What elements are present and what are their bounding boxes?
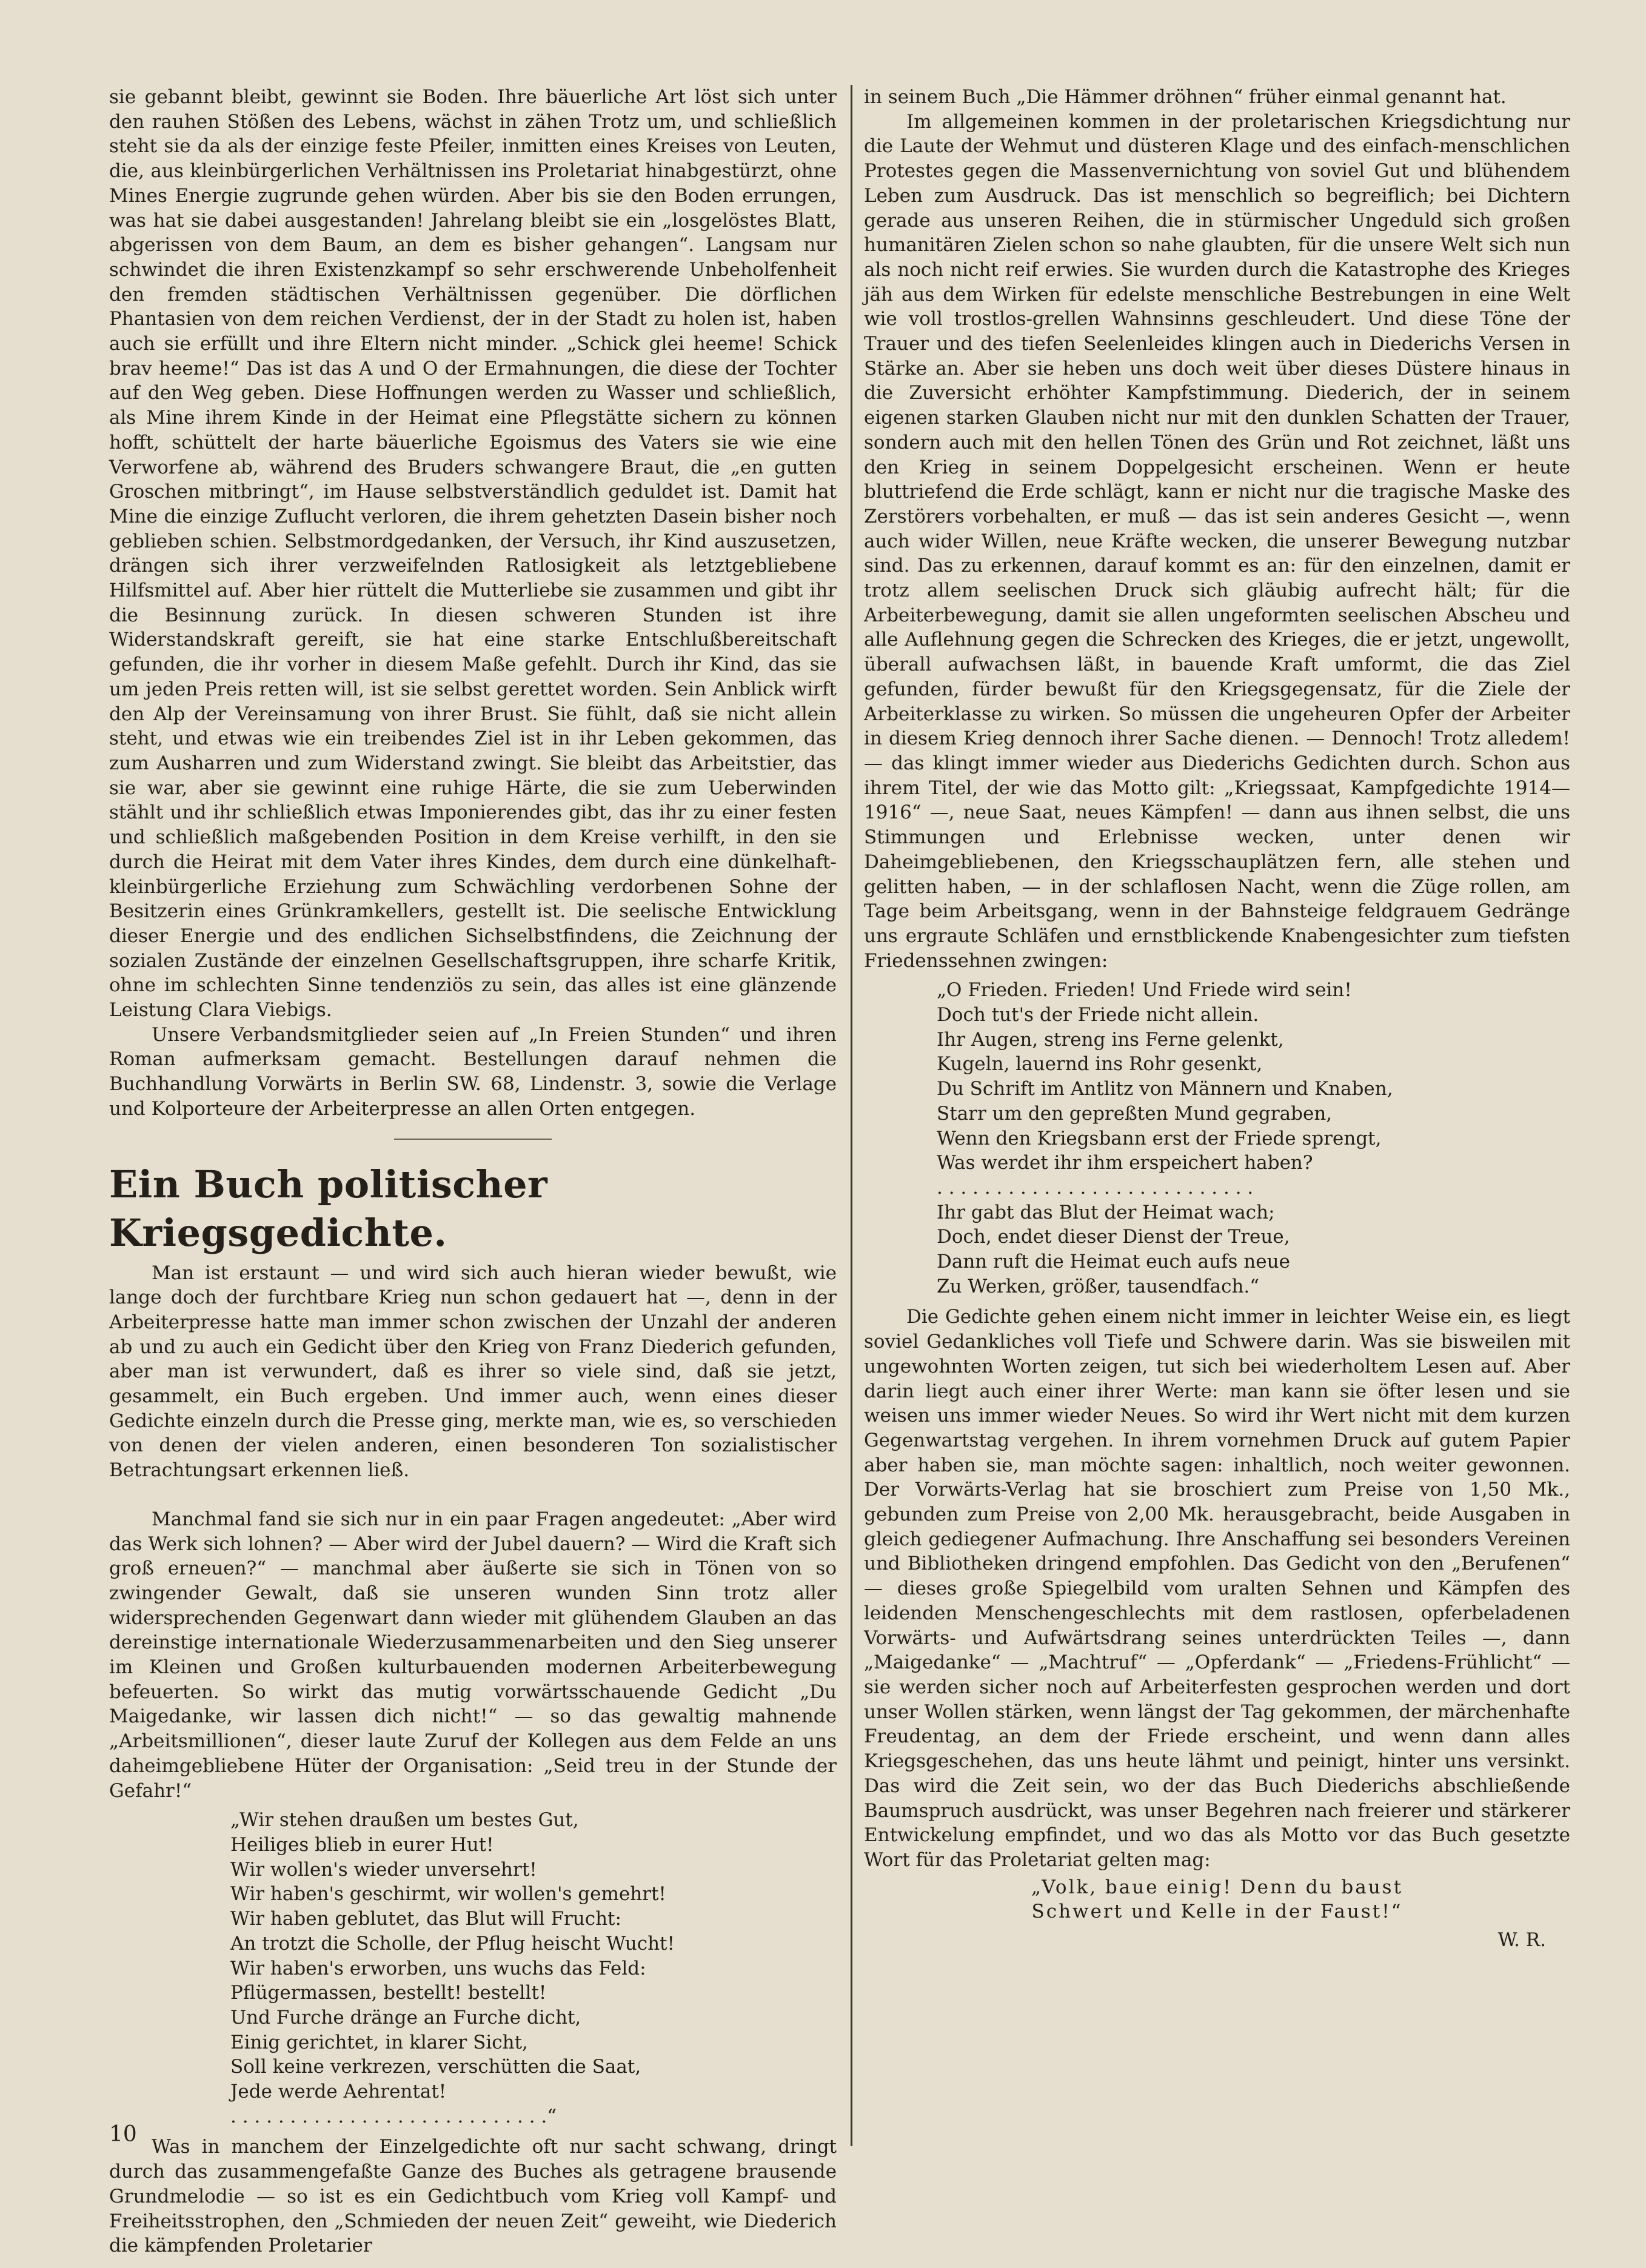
verse-line: Wenn den Kriegsbann erst der Friede sprengt, — [937, 1127, 1382, 1149]
verse-line: Heiliges blieb in eurer Hut! — [230, 1834, 494, 1856]
motto-line: „Volk, baue einig! Denn du baust — [1031, 1876, 1403, 1898]
paragraph-intro: Man ist erstaunt — und wird sich auch hieran wieder bewußt, wie lange doch der furchtbare Krieg nun schon gedauert hat —, denn in der Arbeiterpresse hatte man immer schon zwischen der Unzahl der anderen ab und zu auch ein Gedicht über den Krieg von Franz Diederich gefunden, aber man ist verwundert, daß es ihrer so viele sind, daß sie jetzt, gesammelt, ein Buch ergeben. Und immer auch, wenn eines dieser Gedichte einzeln durch die Presse ging, merkte man, wie es, so verschieden von denen der vielen anderen, einen besonderen Ton sozialistischer Betrachtungsart erkennen ließ. — [109, 1262, 837, 1482]
poem-arbeitsmillionen — [109, 1808, 837, 2129]
right-column — [864, 85, 1570, 1953]
verse-line: Einig gerichtet, in klarer Sicht, — [230, 2031, 528, 2053]
paragraph-questions: Manchmal fand sie sich nur in ein paar Fragen angedeutet: „Aber wird das Werk sich lohnen? — Aber wird der Jubel dauern? — Wird die Kraft sich groß erneuen?“ — manchmal aber äußerte sie sich in Tönen von so zwingender Gewalt, daß sie unseren wunden Sinn trotz aller widersprechenden Gegenwart dann wieder mit glühendem Glauben an das dereinstige internationale Wiederzusammenarbeiten und den Sieg unserer im Kleinen und Großen kulturbauenden modernen Arbeiterbewegung befeuerten. So wirkt das mutig vorwärtsschauende Gedicht „Du Maigedanke, wir lassen dich nicht!“ — so das gewaltig mahnende „Arbeitsmillionen“, dieser laute Zuruf der Kollegen aus dem Felde an uns daheimgebliebene Hüter der Organisation: „Seid treu in der Stunde der Gefahr!“ — [109, 1508, 837, 1802]
verse-line: Jede werde Aehrentat! — [230, 2081, 447, 2103]
author-signature: W. R. — [1497, 1929, 1546, 1952]
verse-line: Soll keine verkrezen, verschütten die Saat, — [230, 2056, 641, 2078]
verse-line: Doch tut's der Friede nicht allein. — [937, 1004, 1259, 1026]
left-column — [109, 85, 837, 2258]
verse-line: Ihr Augen, streng ins Ferne gelenkt, — [937, 1028, 1284, 1051]
verse-line: Wir haben's geschirmt, wir wollen's gemehrt! — [230, 1883, 666, 1905]
verse-line: Du Schrift im Antlitz von Männern und Knaben, — [937, 1078, 1393, 1100]
paragraph-gedichte-wert: Die Gedichte gehen einem nicht immer in leichter Weise ein, es liegt soviel Gedankliches voll Tiefe und Schwere darin. Was sie bisweilen mit ungewohnten Worten zeigen, tut sich bei wiederholtem Lesen auf. Aber darin liegt auch einer ihrer Werte: man kann sie öfter lesen und sie weisen uns immer wieder Neues. So wird ihr Wert nicht mit dem kurzen Gegenwartstag vergehen. In ihrem vornehmen Druck auf gutem Papier aber haben sie, man möchte sagen: inhaltlich, noch weiter gewonnen. Der Vorwärts-Verlag hat sie broschiert zum Preise von 1,50 Mk., gebunden zum Preise von 2,00 Mk. herausgebracht, beide Ausgaben in gleich gediegener Aufmachung. Ihre Anschaffung sei besonders Vereinen und Bibliotheken dringend empfohlen. Das Gedicht von den „Berufenen“ — dieses große Spiegelbild vom uralten Sehnen und Kämpfen des leidenden Menschengeschlechts mit dem rastlosen, opferbeladenen Vorwärts- und Aufwärtsdrang seines unterdrückten Teiles —, dann „Maigedanke“ — „Machtruf“ — „Opferdank“ — „Friedens-Frühlicht“ — sie werden sicher noch auf Arbeiterfesten gesprochen werden und dort unser Wollen stärken, wenn längst der Tag gekommen, der märchenhafte Freudentag, an dem der Friede erscheint, und wenn dann alles Kriegsgeschehen, das uns heute lähmt und peinigt, hinter uns versinkt. Das wird die Zeit sein, wo der das Buch Diederichs abschließende Baumspruch ausdrückt, was unser Begehren nach freierer und stärkerer Entwickelung empfindet, und wo das als Motto vor das Buch gesetzte Wort für das Proletariat gelten mag: — [864, 1306, 1570, 1871]
poem-frieden — [864, 978, 1570, 1299]
verse-line: An trotzt die Scholle, der Pflug heischt Wucht! — [230, 1932, 675, 1955]
section-separator — [394, 1139, 552, 1140]
verse-ellipsis: . . . . . . . . . . . . . . . . . . . . . . . . . . . — [937, 1176, 1254, 1199]
verse-line: „Wir stehen draußen um bestes Gut, — [230, 1809, 579, 1831]
verse-line: Dann ruft die Heimat euch aufs neue — [937, 1251, 1290, 1273]
verse-line: Und Furche dränge an Furche dicht, — [230, 2006, 581, 2029]
paragraph-gap — [109, 1483, 837, 1507]
paragraph-kriegsdichtung: Im allgemeinen kommen in der proletarischen Kriegsdichtung nur die Laute der Wehmut und düsteren Klage und des einfach-menschlichen Protestes gegen die Massenvernichtung von soviel Gut und blühendem Leben zum Ausdruck. Das ist menschlich so begreiflich; bei Dichtern gerade aus unseren Reihen, die in stürmischer Ungeduld sich großen humanitären Zielen schon so nahe glaubten, für die unsere Welt sich nun als noch nicht reif erwies. Sie wurden durch die Katastrophe des Krieges jäh aus dem Wirken für edelste menschliche Bestrebungen in eine Welt wie voll trostlos-grellen Wahnsinns geschleudert. Und diese Töne der Trauer und des tiefen Seelenleides klingen auch in Diederichs Versen in Stärke an. Aber sie heben uns doch weit über dieses Düstere hinaus in die Zuversicht erhöhter Kampfstimmung. Diederich, der in seinem eigenen starken Glauben nicht nur mit den dunklen Schatten der Trauer, sondern auch mit den hellen Tönen des Grün und Rot zeichnet, läßt uns den Krieg in seinem Doppelgesicht erscheinen. Wenn er heute bluttriefend die Erde schlägt, kann er nicht nur die tragische Maske des Zerstörers vorbehalten, er muß — das ist sein anderes Gesicht —, wenn auch wider Willen, neue Kräfte wecken, die unserer Bewegung nutzbar sind. Das zu erkennen, darauf kommt es an: für den einzelnen, damit er trotz allem seelischen Druck sich gläubig aufrecht hält; für die Arbeiterbewegung, damit sie allen ungeformten seelischen Abscheu und alle Auflehnung gegen die Schrecken des Krieges, die er jetzt, ungewollt, überall aufwachsen läßt, in bauende Kraft umformt, die das Ziel gefunden, fürder bewußt für den Kriegsgegensatz, für die Ziele der Arbeiterklasse zu wirken. So müssen die ungeheuren Opfer der Arbeiter in diesem Krieg dennoch ihrer Sache dienen. — Dennoch! Trotz alledem! — das klingt immer wieder aus Diederichs Gedichten durch. Schon aus ihrem Titel, der wie das Motto gilt: „Kriegssaat, Kampfgedichte 1914—1916“ —, neue Saat, neues Kämpfen! — dann aus ihnen selbst, die uns Stimmungen und Erlebnisse wecken, unter denen wir Daheimgebliebenen, den Kriegsschauplätzen fern, alle stehen und gelitten haben, — in der schlaflosen Nacht, wenn die Züge rollen, am Tage beim Arbeitsgang, wenn in der Bahnsteige feldgrauem Gedränge uns ergraute Schläfen und ernstblickende Knabengesichter zum tiefsten Friedenssehnen zwingen: — [864, 110, 1570, 972]
paragraph-review-end: sie gebannt bleibt, gewinnt sie Boden. Ihre bäuerliche Art löst sich unter den rauhen Stößen des Lebens, wächst in zähen Trotz um, und schließlich steht sie da als der einzige feste Pfeiler, inmitten eines Kreises von Leuten, die, aus kleinbürgerlichen Verhältnissen ins Proletariat hinabgestürzt, ohne Mines Energie zugrunde gehen würden. Aber bis sie den Boden errungen, was hat sie dabei ausgestanden! Jahrelang bleibt sie ein „losgelöstes Blatt, abgerissen von dem Baum, an dem es bisher gehangen“. Langsam nur schwindet die ihren Existenzkampf so sehr erschwerende Unbeholfenheit den fremden städtischen Verhältnissen gegenüber. Die dörflichen Phantasien von dem reichen Verdienst, der in der Stadt zu holen ist, haben auch sie erfüllt und ihre Eltern nicht minder. „Schick glei heeme! Schick brav heeme!“ Das ist das A und O der Ermahnungen, die diese der Tochter auf den Weg geben. Diese Hoffnungen werden zu Wasser und schließlich, als Mine ihrem Kinde in der Heimat eine Pflegstätte sichern zu können hofft, schüttelt der harte bäuerliche Egoismus des Vaters sie wie eine Verworfene ab, während des Bruders schwangere Braut, die „en gutten Groschen mitbringt“, im Hause selbstverständlich geduldet ist. Damit hat Mine die einzige Zuflucht verloren, die ihrem gehetzten Dasein bisher noch geblieben schien. Selbstmordgedanken, der Versuch, ihr Kind auszusetzen, drängen sich ihrer verzweifelnden Ratlosigkeit als letztgebliebene Hilfsmittel auf. Aber hier rüttelt die Mutterliebe sie zusammen und gibt ihr die Besinnung zurück. In diesen schweren Stunden ist ihre Widerstandskraft gereift, sie hat eine starke Entschlußbereitschaft gefunden, die ihr vorher in diesem Maße gefehlt. Durch ihr Kind, das sie um jeden Preis retten will, ist sie selbst gerettet worden. Sein Anblick wirft den Alp der Vereinsamung von ihrer Brust. Sie fühlt, daß sie nicht allein steht, und etwas wie ein treibendes Ziel ist in ihr Leben gekommen, das zum Ausharren und zum Widerstand zwingt. Sie bleibt das Arbeitstier, das sie war, aber sie gewinnt eine ruhige Härte, die sie zum Ueberwinden stählt und ihr schließlich etwas Imponierendes gibt, das ihr zu einer festen und schließlich maßgebenden Position in dem Kreise verhilft, in den sie durch die Heirat mit dem Vater ihres Kindes, dem durch eine dünkelhaft-kleinbürgerliche Erziehung zum Schwächling verdorbenen Sohne der Besitzerin eines Grünkramkellers, gestellt ist. Die seelische Entwicklung dieser Energie und des endlichen Sichselbstfindens, die Zeichnung der sozialen Zustände der einzelnen Gesellschaftsgruppen, ihre scharfe Kritik, ohne im schlechten Sinne tendenziös zu sein, das alles ist eine glänzende Leistung Clara Viebigs. — [109, 86, 837, 1022]
verse-line: Pflügermassen, bestellt! bestellt! — [230, 1982, 547, 2004]
verse-ellipsis: . . . . . . . . . . . . . . . . . . . . . . . . . . .“ — [230, 2105, 557, 2127]
motto-line: Schwert und Kelle in der Faust!“ — [1031, 1901, 1403, 1923]
article-heading: Ein Buch politischer Kriegsgedichte. — [109, 1162, 548, 1255]
verse-line: Wir haben's erworben, uns wuchs das Feld: — [230, 1957, 646, 1979]
verse-line: Doch, endet dieser Dienst der Treue, — [937, 1226, 1290, 1248]
verse-line: Wir wollen's wieder unversehrt! — [230, 1858, 537, 1881]
verse-line: Starr um den gepreßten Mund gegraben, — [937, 1102, 1333, 1125]
paragraph-continuation: in seinem Buch „Die Hämmer dröhnen“ früher einmal genannt hat. — [864, 86, 1507, 108]
column-divider — [851, 85, 852, 2146]
verse-line: Zu Werken, größer, tausendfach.“ — [937, 1275, 1260, 1297]
verse-line: Ihr gabt das Blut der Heimat wach; — [937, 1201, 1275, 1223]
verse-line: Kugeln, lauernd ins Rohr gesenkt, — [937, 1053, 1263, 1075]
verse-line: Was werdet ihr ihm erspeichert haben? — [937, 1152, 1313, 1174]
closing-motto — [864, 1875, 1570, 1924]
paragraph-grundmelodie: Was in manchem der Einzelgedichte oft nur sacht schwang, dringt durch das zusammengefaßte Ganze des Buches als getragene brausende Grundmelodie — so ist es ein Gedichtbuch vom Krieg voll Kampf- und Freiheitsstrophen, den „Schmieden der neuen Zeit“ geweiht, wie Diederich die kämpfenden Proletarier — [109, 2136, 837, 2257]
verse-line: „O Frieden. Frieden! Und Friede wird sein! — [937, 979, 1352, 1002]
verse-line: Wir haben geblutet, das Blut will Frucht: — [230, 1908, 621, 1930]
page-number: 10 — [109, 2122, 137, 2147]
paragraph-order-notice: Unsere Verbandsmitglieder seien auf „In Freien Stunden“ und ihren Roman aufmerksam gemacht. Bestellungen darauf nehmen die Buchhandlung Vorwärts in Berlin SW. 68, Lindenstr. 3, sowie die Verlage und Kolporteure der Arbeiterpresse an allen Orten entgegen. — [109, 1023, 837, 1120]
